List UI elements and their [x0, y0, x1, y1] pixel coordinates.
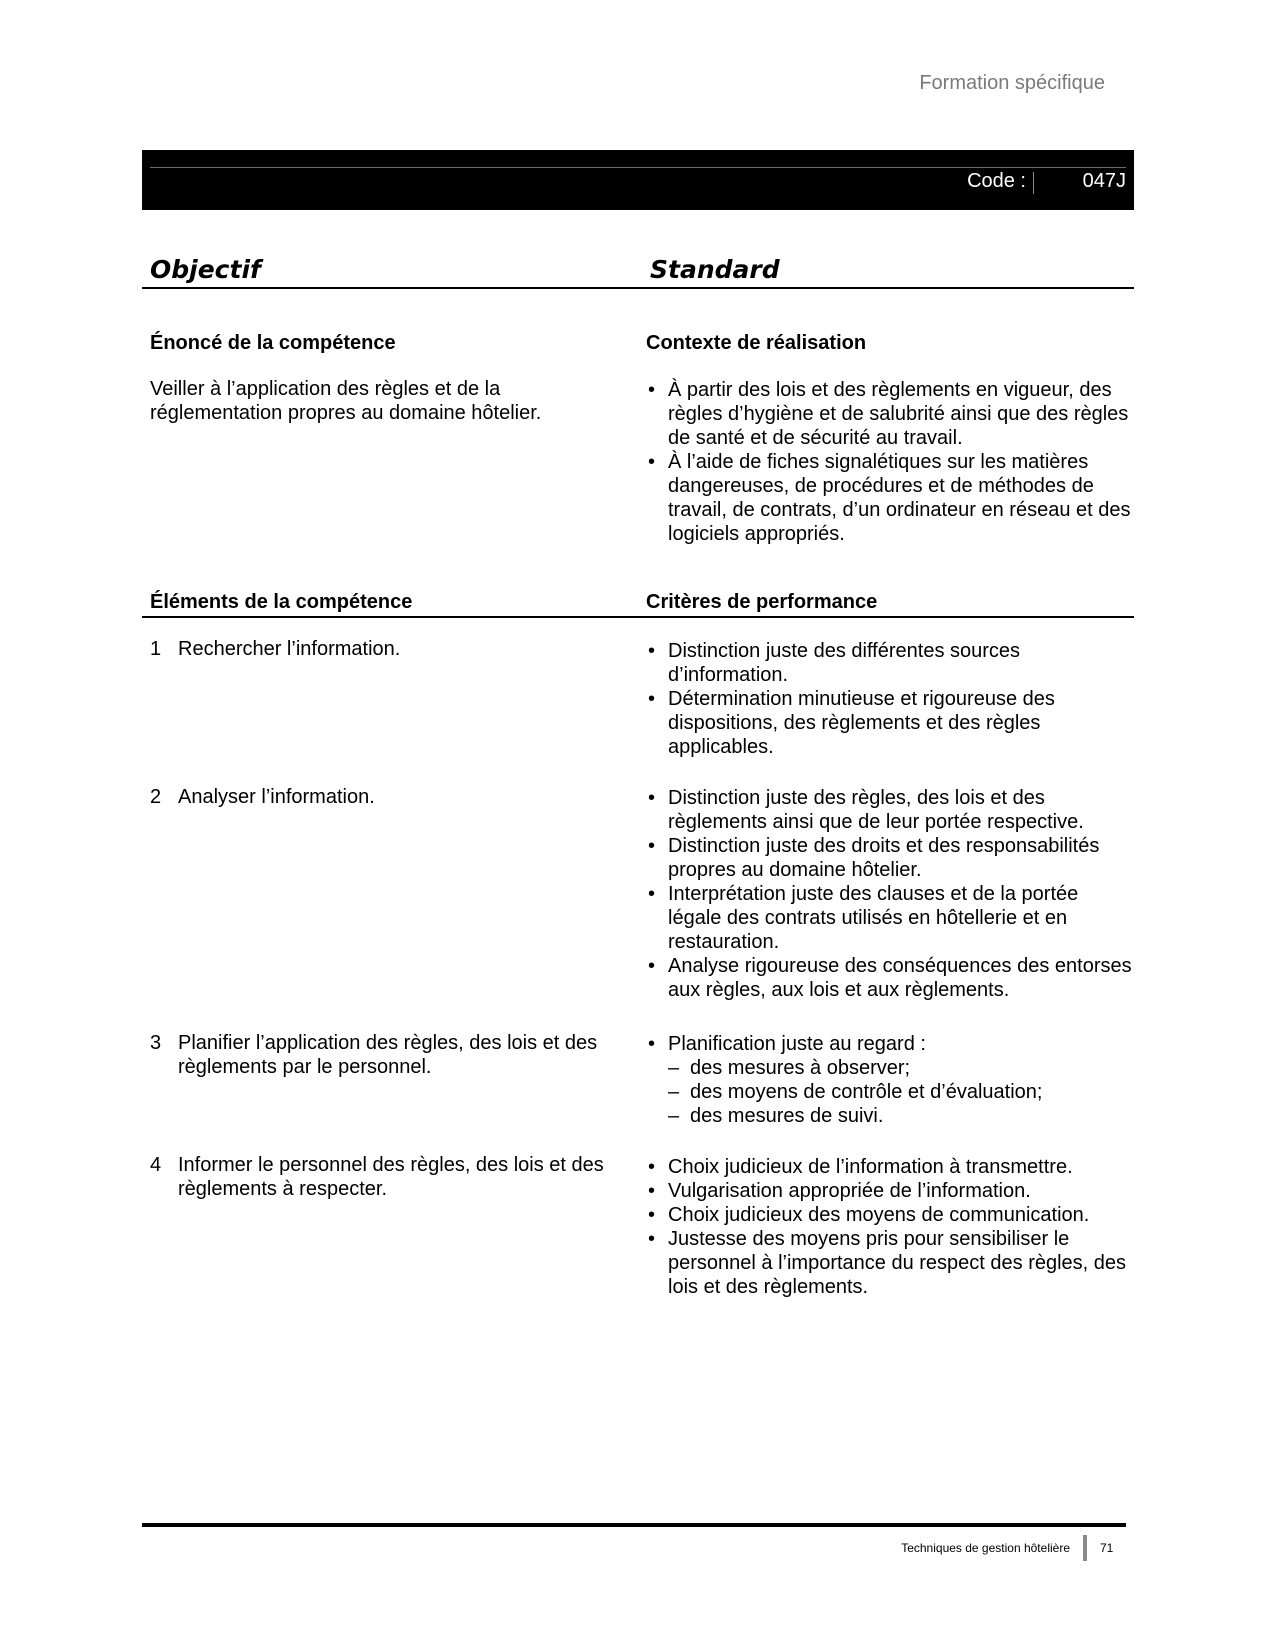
subcriteria-list: [668, 1056, 1136, 1128]
enonce-text: Veiller à l’application des règles et de la réglementation propres au domaine hôtelier.: [150, 378, 542, 424]
criterion: • Analyse rigoureuse des conséquences des entorses aux règles, aux lois et aux règlements.: [646, 954, 1136, 1002]
contexte-heading: Contexte de réalisation: [646, 332, 867, 354]
code-bar: [142, 150, 1134, 210]
subcriterion: – des mesures de suivi.: [668, 1104, 1136, 1128]
criterion: • Choix judicieux des moyens de communication.: [646, 1203, 1136, 1227]
element-3: [150, 1031, 630, 1079]
criterion: • Vulgarisation appropriée de l’information.: [646, 1179, 1136, 1203]
footer-separator: [1083, 1535, 1087, 1561]
column-heading-rule: [142, 287, 1134, 289]
criteria-list-3: [646, 1032, 1136, 1128]
running-head: Formation spécifique: [919, 72, 1105, 94]
criterion: • Justesse des moyens pris pour sensibiliser le personnel à l’importance du respect des règles, des lois et des règlements.: [646, 1227, 1136, 1299]
contexte-item: • À l’aide de fiches signalétiques sur les matières dangereuses, de procédures et de méthodes de travail, de contrats, d’un ordinateur en réseau et des logiciels appropriés.: [646, 450, 1136, 546]
criteria-list-2: [646, 786, 1136, 1002]
element-text: Rechercher l’information.: [178, 638, 401, 660]
subcriterion: – des mesures à observer;: [668, 1056, 1136, 1080]
element-number: 4: [150, 1154, 162, 1176]
element-number: 2: [150, 786, 162, 808]
element-text: Planifier l’application des règles, des lois et des règlements par le personnel.: [178, 1032, 598, 1078]
contexte-item: • À partir des lois et des règlements en vigueur, des règles d’hygiène et de salubrité ainsi que des règles de santé et de sécurité au travail.: [646, 378, 1136, 450]
criterion: • Interprétation juste des clauses et de la portée légale des contrats utilisés en hôtellerie et en restauration.: [646, 882, 1136, 954]
element-number: 1: [150, 638, 162, 660]
element-4: [150, 1153, 630, 1201]
elements-heading: Éléments de la compétence: [150, 591, 413, 613]
page-number: 71: [1100, 1541, 1114, 1555]
elements-heading-rule: [142, 616, 1134, 618]
code-separator: [1033, 172, 1034, 194]
criterion: • Distinction juste des différentes sources d’information.: [646, 639, 1136, 687]
element-text: Analyser l’information.: [178, 786, 375, 808]
footer-rule: [142, 1523, 1126, 1527]
contexte-list: [646, 378, 1136, 546]
element-number: 3: [150, 1032, 162, 1054]
element-2: [150, 785, 630, 809]
criterion-text: Planification juste au regard :: [668, 1033, 926, 1055]
criterion: • Détermination minutieuse et rigoureuse des dispositions, des règlements et des règles applicables.: [646, 687, 1136, 759]
element-1: [150, 637, 630, 661]
criteria-list-1: [646, 639, 1136, 759]
objectif-heading: Objectif: [150, 255, 261, 284]
criteres-heading: Critères de performance: [646, 591, 878, 613]
footer-program: Techniques de gestion hôtelière: [901, 1541, 1070, 1555]
code-label: Code :: [967, 170, 1026, 192]
criterion: [646, 1032, 1136, 1128]
code-bar-rule: [150, 167, 1126, 168]
element-text: Informer le personnel des règles, des lois et des règlements à respecter.: [178, 1154, 604, 1200]
enonce-heading: Énoncé de la compétence: [150, 332, 396, 354]
criteria-list-4: [646, 1155, 1136, 1299]
code-value: 047J: [1082, 170, 1126, 192]
criterion: • Distinction juste des règles, des lois et des règlements ainsi que de leur portée respective.: [646, 786, 1136, 834]
criterion: • Distinction juste des droits et des responsabilités propres au domaine hôtelier.: [646, 834, 1136, 882]
standard-heading: Standard: [650, 255, 780, 284]
subcriterion: – des moyens de contrôle et d’évaluation;: [668, 1080, 1136, 1104]
criterion: • Choix judicieux de l’information à transmettre.: [646, 1155, 1136, 1179]
